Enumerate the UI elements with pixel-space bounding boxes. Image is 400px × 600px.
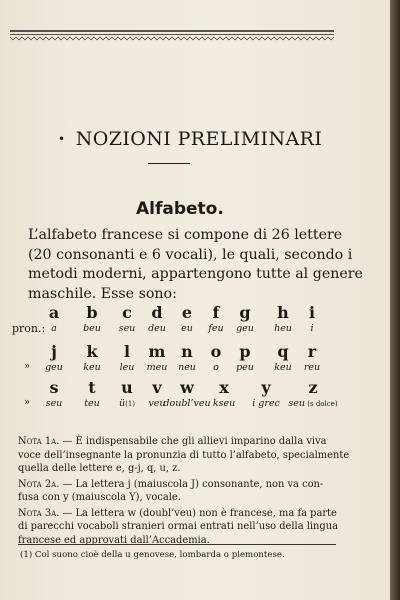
letter-z: z [308,378,318,397]
alphabet-row-1 [0,303,400,339]
letter-d: d [151,303,163,322]
pronunciation-x: kseu [212,398,236,409]
note-text: — La lettera w (doubl’veu) non è francese, ma fa parte [59,507,337,519]
title-bullet: • [58,132,66,146]
note-label: Nota 1a. [18,436,60,447]
pronunciation-t: teu [84,398,100,409]
title-underline [148,163,190,164]
note-text: di parecchi vocaboli stranieri ormai entrati nell’uso della lingua [18,521,338,532]
letter-p: p [239,342,251,361]
intro-line: metodi moderni, appartengono tutte al genere [28,266,363,282]
letter-a: a [48,303,60,322]
letter-c: c [122,303,132,322]
letter-l: l [123,342,131,361]
pronunciation-s: seu [45,398,63,409]
letter-u: u [121,378,133,397]
letter-s: s [49,378,59,397]
letter-o: o [210,342,222,361]
note-label: Nota 3a. [18,507,60,519]
pronunciation-z: seu (s dolce) [288,398,338,409]
letter-k: k [86,342,98,361]
pronunciation-n: neu [178,362,196,373]
pronunciation-m: meu [146,362,168,373]
pronunciation-c: seu [118,323,136,334]
letter-j: j [51,342,57,361]
letter-r: r [307,342,317,361]
note-text: — È indispensabile che gli allievi imparino dalla viva [59,436,327,447]
pronunciation-d: deu [148,323,166,334]
letter-q: q [277,342,289,361]
pronunciation-r: reu [303,362,321,373]
note-text: francese ed approvati dall’Accademia. [18,534,210,546]
footnote: (1) Col suono cioè della u genovese, lombarda o piemontese. [20,550,285,560]
pron-label: pron.: [12,322,46,335]
letter-f: f [212,303,220,322]
note-text: voce dell’insegnante la pronunzia di tutto l’alfabeto, specialmente [18,449,350,461]
pronunciation-a: a [51,323,57,334]
intro-line: maschile. Esse sono: [28,285,177,302]
pronunciation-h: heu [274,323,292,334]
letter-h: h [277,303,289,322]
note-text: — La lettera j (maiuscola J) consonante, non va con- [59,478,324,490]
notes-block [18,435,350,549]
intro-paragraph [28,226,363,304]
pronunciation-l: leu [119,362,135,373]
letter-e: e [181,303,193,322]
letter-i: i [308,303,316,322]
letter-m: m [148,342,166,361]
pronunciation-b: beu [83,323,101,334]
pronunciation-g: geu [236,323,254,334]
note-text: fusa con y (maiuscola Y), vocale. [18,492,181,503]
letter-x: x [219,378,229,397]
alphabet-row-2 [0,342,400,378]
footnote-ref: (1) [125,400,136,408]
ditto-mark: » [24,361,31,372]
intro-line: L’alfabeto francese si compone di 26 lettere [28,227,343,243]
pronunciation-note: (s dolce) [305,400,338,408]
page-title: NOZIONI PRELIMINARI [75,128,323,150]
pronunciation-f: feu [208,323,224,334]
alphabet-row-3 [0,378,400,414]
ditto-mark: » [24,397,31,408]
pronunciation-e: eu [181,323,193,334]
footnote-rule [18,544,336,545]
letter-n: n [181,342,193,361]
note-1 [18,435,350,476]
note-3 [18,507,336,548]
pronunciation-o: o [213,362,219,373]
letter-w: w [180,378,194,397]
letter-b: b [86,303,98,322]
letter-t: t [88,378,96,397]
pronunciation-w: doubl’veu [163,398,211,409]
note-text: quella delle lettere e, g-j, q, u, z. [18,463,181,474]
pronunciation-q: keu [274,362,292,373]
letter-y: y [261,378,271,397]
pronunciation-k: keu [83,362,101,373]
book-gutter [390,0,400,600]
section-heading: Alfabeto. [136,199,224,219]
pronunciation-p: peu [236,362,254,373]
pronunciation-y: i grec [252,398,280,409]
pronunciation-v: veu [148,398,166,409]
pronunciation-i: i [310,323,314,334]
letter-v: v [152,378,162,397]
note-label: Nota 2a. [18,478,60,490]
intro-line: (20 consonanti e 6 vocali), le quali, secondo i [28,246,353,263]
pronunciation-j: geu [45,362,63,373]
letter-g: g [239,303,251,322]
ornamental-header-rule [10,28,334,42]
note-2 [18,478,336,505]
pronunciation-u: ü(1) [118,398,136,409]
